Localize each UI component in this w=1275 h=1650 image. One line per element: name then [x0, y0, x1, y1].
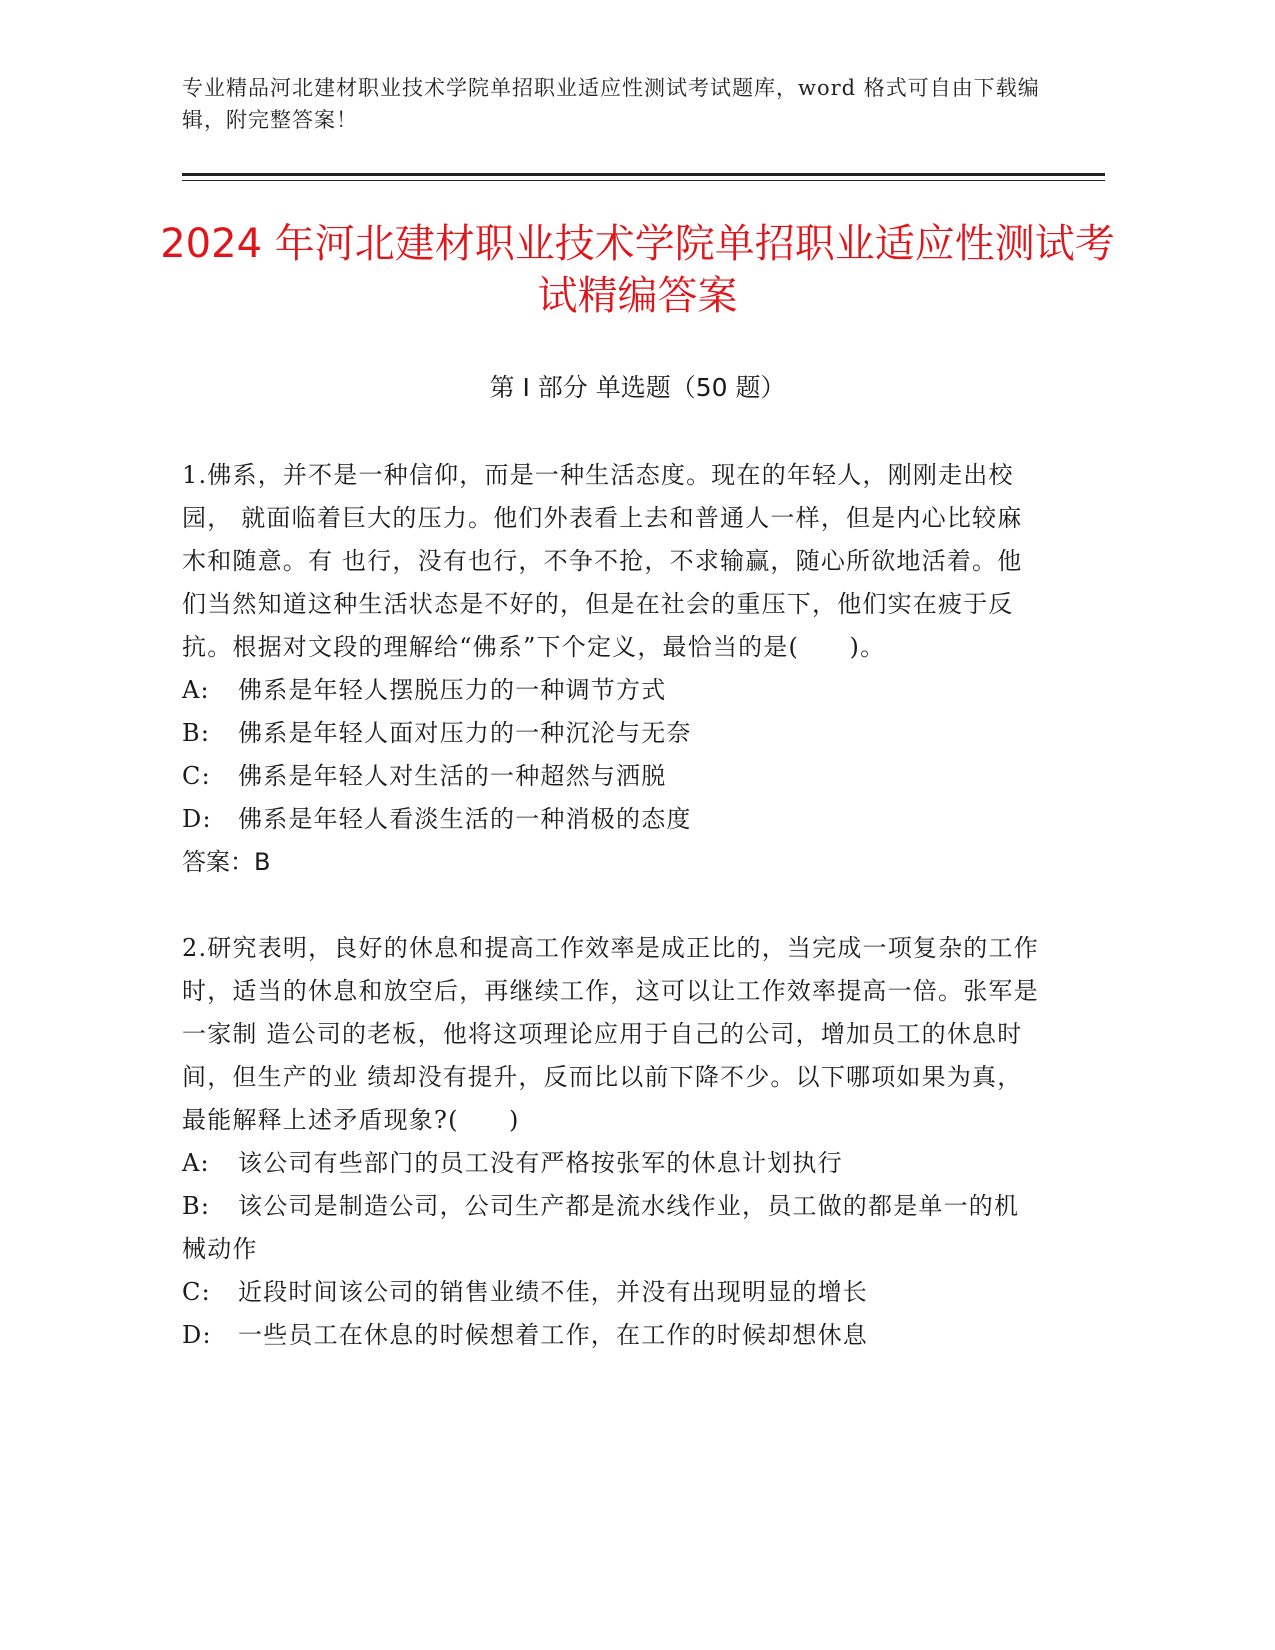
- answer-key: 答案：B: [182, 848, 271, 876]
- option-text: 佛系是年轻人对生活的一种超然与洒脱: [238, 762, 667, 790]
- question-list: [182, 454, 1042, 1357]
- option-text: 一些员工在休息的时候想着工作，在工作的时候却想休息: [238, 1321, 868, 1349]
- question-stem: 2.研究表明，良好的休息和提高工作效率是成正比的，当完成一项复杂的工作 时，适当的休息和放空后，再继续工作，这可以让工作效率提高一倍。张军是一家制 造公司的老板，他将这项理论应用于自己的公司，增加员工的休息时间，但生产的业 绩却没有提升，反而比以前下降不少。以下哪项如果为真，最能解释上述矛盾现象?( ): [182, 934, 1039, 1134]
- option-letter: D:: [182, 1321, 212, 1349]
- option-text: 该公司有些部门的员工没有严格按张军的休息计划执行: [238, 1149, 843, 1177]
- header-rule-thick: [182, 173, 1105, 176]
- option-a: [182, 669, 1042, 712]
- option-b: [182, 712, 1042, 755]
- header-rule-thin: [182, 180, 1105, 181]
- option-letter: D:: [182, 805, 212, 833]
- option-text: 佛系是年轻人面对压力的一种沉沦与无奈: [238, 719, 692, 747]
- option-letter: C:: [182, 762, 211, 790]
- option-text: 佛系是年轻人摆脱压力的一种调节方式: [238, 676, 667, 704]
- option-d: [182, 1314, 1042, 1357]
- option-text: 近段时间该公司的销售业绩不佳，并没有出现明显的增长: [238, 1278, 868, 1306]
- header-note: 专业精品河北建材职业技术学院单招职业适应性测试考试题库，word 格式可自由下载编辑，附完整答案！: [182, 76, 1040, 132]
- option-letter: C:: [182, 1278, 211, 1306]
- option-b: [182, 1185, 1042, 1271]
- option-letter: A:: [182, 1149, 210, 1177]
- option-letter: B:: [182, 719, 211, 747]
- question-1: [182, 454, 1042, 884]
- option-a: [182, 1142, 1042, 1185]
- question-2: [182, 927, 1042, 1357]
- option-c: [182, 1271, 1042, 1314]
- document-title: 2024 年河北建材职业技术学院单招职业适应性测试考试精编答案: [160, 221, 1115, 319]
- option-text: 佛系是年轻人看淡生活的一种消极的态度: [238, 805, 692, 833]
- section-heading: 第 I 部分 单选题（50 题）: [489, 373, 786, 402]
- option-d: [182, 798, 1042, 841]
- option-text: 该公司是制造公司，公司生产都是流水线作业，员工做的都是单一的机械动作: [182, 1192, 1020, 1263]
- option-c: [182, 755, 1042, 798]
- question-stem: 1.佛系，并不是一种信仰，而是一种生活态度。现在的年轻人，刚刚走出校园， 就面临着巨大的压力。他们外表看上去和普通人一样，但是内心比较麻木和随意。有 也行，没有也行，不争不抢，不求输赢，随心所欲地活着。他们当然知道这种生活状态是不好的，但是在社会的重压下，他们实在疲于反抗。根据对文段的理解给“佛系”下个定义，最恰当的是( )。: [182, 461, 1023, 661]
- option-letter: A:: [182, 676, 210, 704]
- option-letter: B:: [182, 1192, 211, 1220]
